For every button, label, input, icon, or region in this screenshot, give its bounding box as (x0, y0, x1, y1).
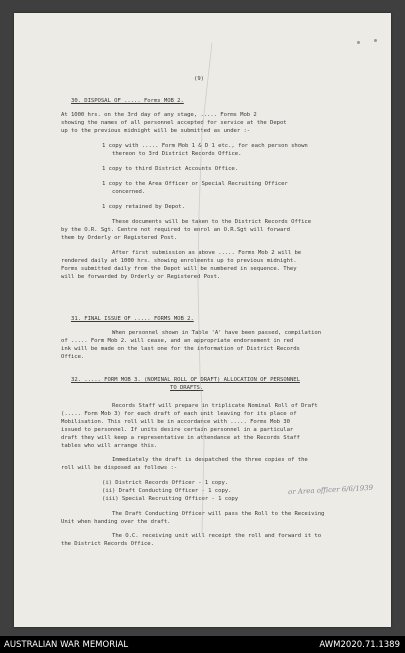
punch-mark (357, 41, 360, 44)
document-line: rendered daily at 1000 hrs. showing enrolments up to previous midnight. (61, 258, 297, 264)
archive-reference: AWM2020.71.1389 (319, 640, 400, 650)
document-line: roll will be disposed as follows :- (61, 465, 178, 471)
document-line: At 1000 hrs. on the 3rd day of any stage, ..... Forms Mob 2 (61, 112, 257, 118)
document-line: (..... Form Mob 3) for each draft of each unit leaving for its place of (61, 411, 297, 417)
document-line: will be forwarded by Orderly or Registered Post. (61, 274, 221, 280)
handwritten-annotation: or Area officer 6/6/1939 (287, 483, 374, 497)
document-line: After first submission as above ..... Forms Mob 2 will be (112, 250, 302, 256)
archive-footer (0, 636, 405, 653)
document-line: of ..... Form Mob 2. will cease, and an appropriate endorsement in red (61, 338, 294, 344)
document-line: (ii) Draft Conducting Officer - 1 copy. (102, 488, 232, 494)
document-line: showing the names of all personnel accepted for service at the Depot (61, 120, 287, 126)
document-line: When personnel shown in Table 'A' have been passed, compilation (112, 330, 322, 336)
document-line: 1 copy to third District Accounts Office. (102, 166, 239, 172)
document-line: the District Records Office. (61, 541, 154, 547)
document-line: thereon to 3rd District Records Office. (112, 151, 242, 157)
document-line: 1 copy to the Area Officer or Special Recruiting Officer (102, 181, 288, 187)
document-line: The O.C. receiving unit will receipt the roll and forward it to (112, 533, 322, 539)
document-line: The Draft Conducting Officer will pass the Roll to the Receiving (112, 511, 325, 517)
document-page (14, 13, 391, 627)
archive-name: AUSTRALIAN WAR MEMORIAL (4, 640, 129, 650)
document-line: Office. (61, 354, 85, 360)
document-line: draft they will keep a representative in attendance at the Records Staff (61, 435, 300, 441)
document-line: Records Staff will prepare in triplicate Nominal Roll of Draft (112, 403, 318, 409)
document-line: up to the previous midnight will be submitted as under :- (61, 128, 251, 134)
document-line: them by Orderly or Registered Post. (61, 235, 178, 241)
document-line: by the O.R. Sgt. Centre not required to enrol an O.R.Sgt will forward (61, 227, 290, 233)
page-number: (9) (194, 76, 204, 82)
punch-mark (374, 39, 377, 42)
document-line: (iii) Special Recruiting Officer - 1 copy (102, 496, 239, 502)
document-line: 1 copy retained by Depot. (102, 204, 185, 210)
document-line: (i) District Records Officer - 1 copy. (102, 480, 229, 486)
document-line: concerned. (112, 189, 146, 195)
document-line: issued to personnel. If units desire certain personnel in a particular (61, 427, 294, 433)
document-line: Mobilisation. This roll will be in accordance with ..... Forms Mob 30 (61, 419, 290, 425)
document-line: Unit when handing over the draft. (61, 519, 171, 525)
document-line: 31. FINAL ISSUE OF ..... FORMS MOB 2. (71, 316, 194, 322)
document-line: These documents will be taken to the District Records Office (112, 219, 312, 225)
document-line: 30. DISPOSAL OF ..... Forms MOB 2. (71, 98, 184, 104)
document-line: 1 copy with ..... Form Mob 1 & D 1 etc., for each person shown (102, 143, 308, 149)
document-line: TO DRAFTS. (170, 385, 204, 391)
document-line: Forms submitted daily from the Depot will be numbered in sequence. They (61, 266, 297, 272)
document-line: ink will be made on the last one for the information of District Records (61, 346, 300, 352)
document-line: tables who will arrange this. (61, 443, 158, 449)
document-line: 32. ..... FORM MOB 3. (NOMINAL ROLL OF DRAFT) ALLOCATION OF PERSONNEL (71, 377, 300, 383)
document-line: Immediately the draft is despatched the three copies of the (112, 457, 308, 463)
